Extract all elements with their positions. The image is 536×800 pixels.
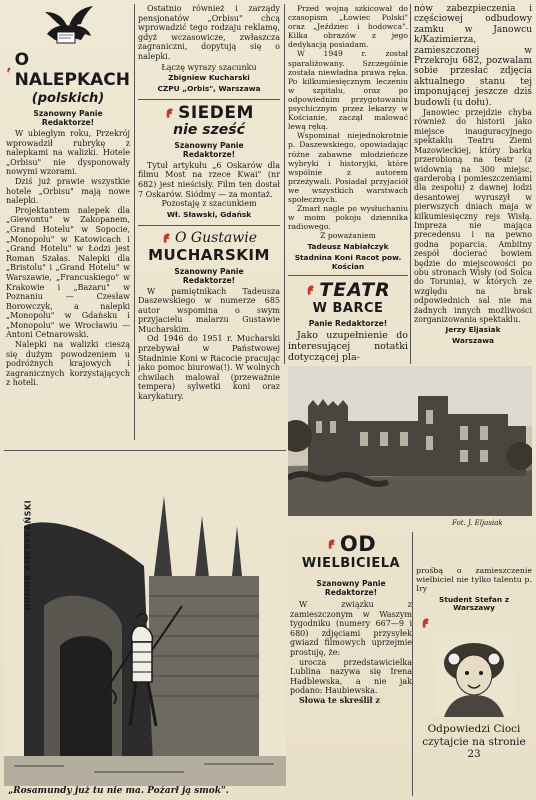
closing-line: Łączę wyrazy szacunku: [161, 62, 257, 72]
cartoon-caption: „Rosamundy już tu nie ma. Pożarł ją smok".: [8, 786, 229, 796]
salutation-siedem: Szanowny Panie Redaktorze!: [174, 140, 244, 159]
article-title-mucharskim: MUCHARSKIM: [148, 245, 270, 264]
paragraph-3: Projektantem nalepek dla „Giewontu" w Zakopanem, „Grand Hotelu" w Sopocie, „Monopolu" w Katowicach i „Grand Hotelu" w Łodzi jest Roman Szałas. Nalepki dla „Bristolu" i „Grand Hotelu" w Warszawie, „Francuskiego" w Krakowie i „Bazaru" w Poznaniu — Czesław Borowczyk, a nalepki „Monopolu" w Gdańsku i „Monopolu" we Wrocławiu — Antoni Cetnarowski.: [6, 205, 130, 340]
pegasus-logo-icon: [33, 4, 103, 48]
section-divider: [138, 225, 280, 226]
paragraph-oskary: Tytuł artykułu „6 Oskarów dla filmu Most na rzece Kwai" (nr 682) jest nieścisły. Film ten dostał 7 Oskarów. Siódmy — za montaż.: [138, 160, 280, 199]
paragraph-zwiazek: W związku z zamieszczonym w Waszym tygodniku (numery 667—9 i 680) zdjęciami przysyłek gwiazd filmowych uprzejmie prostuję, że:: [290, 600, 412, 657]
article-subtitle-nie-szesc: nie sześć: [173, 121, 245, 138]
column-mucharski-teatr: [288, 4, 408, 364]
article-title-o-gustawie: O Gustawie: [174, 229, 258, 246]
paragraph-racot: Od 1946 do 1951 r. Mucharski przebywał w Państwowej Stadninie Koni w Racocie pracując jako pomoc biurowa(!). W wolnych chwilach malował (przeważnie tempera) sylwetki koni oraz karykatury.: [138, 334, 280, 402]
paragraph-pamietniki: W pamiętnikach Tadeusza Daszewskiego w numerze 685 autor wspomina o swym przyjacielu malarzu Gustawie Mucharskim.: [138, 286, 280, 334]
article-title-od: OD: [339, 532, 377, 556]
horse-head-icon: [161, 232, 172, 244]
signature-city-warszawa: Warszawa: [451, 336, 495, 346]
signature-nabialczyk: Tadeusz Nabiałczyk: [307, 241, 389, 251]
salutation-gustaw: Szanowny Panie Redaktorze!: [174, 266, 244, 285]
salutation-o-nalepkach: Szanowny Panie Redaktorze!: [33, 109, 103, 127]
column-divider: [134, 4, 135, 440]
section-divider: [288, 275, 408, 276]
column-divider: [412, 532, 413, 796]
column-janowiec: [414, 4, 532, 364]
paragraph-prosba: prośbą o zamieszczenie wielbiciel nie tylko talentu p. Iry: [416, 566, 532, 594]
paragraph-uzupelnienie: Jako uzupełnienie do interesującej notatki dotyczącej pla-: [288, 330, 408, 364]
signature-org-racot: Stadnina Koni Racot pow. Kościan: [294, 252, 402, 271]
paragraph-wspominal: Wspominał niejednokrotnie p. Daszewskiego, opowiadając różne zabawne młodzieńcze wybryki i historyjki, które wspólnie z autorem przeżywali. Posiadał przyjaciół we wszystkich warstwach społecznych.: [288, 131, 408, 204]
horse-head-icon: [326, 538, 337, 550]
article-title-siedem: SIEDEM: [178, 102, 254, 123]
column-divider: [410, 4, 411, 364]
column-od-wielbiciela: [290, 532, 412, 796]
paragraph-1: W ubiegłym roku, Przekrój wprowadził rubrykę z nalepkami na walizki. Hotele „Orbisu" nie dysponowały nowymi wzorami.: [6, 129, 130, 177]
paragraph-urocza: urocza przedstawicielka Lublina nazywa się Irena Hadblewska, a nie jak podano: Haubiewska.: [290, 657, 412, 696]
castle-ruins-photo: [288, 366, 532, 516]
paragraph-slowa: Słowa te skreślił z: [299, 694, 380, 705]
signature-student: Student Stefan z Warszawy: [439, 594, 509, 613]
cartoon-knight-dragon: [4, 456, 286, 786]
ciocia-portrait: [434, 633, 514, 717]
article-title-o-nalepkach: O NALEPKACH: [14, 50, 130, 90]
paragraph-4: Nalepki na walizki cieszą się dużym powodzeniem u podróżnych krajowych i zagranicznych korzystających z hoteli.: [6, 340, 130, 388]
horse-head-icon: [305, 284, 316, 296]
paragraph-janowiec-plany: nów zabezpieczenia i częściowej odbudowy zamku w Janowcu k/Kazimierza, zamieszczonej w Przekroju 682, pozwalam sobie przesłać zdjęcia aktualnego stanu tej imponującej jeszcze dziś budowli (u dołu).: [414, 4, 532, 108]
article-title-w-barce: W BARCE: [312, 301, 384, 317]
column-wielbiciel-end: [416, 566, 532, 796]
paragraph-orbis-continued: Ostatnio również i zarządy pensjonatów „Orbisu" chcą wprowadzić tego rodzaju reklamę, gdyż wczasowicze, zwłaszcza zagraniczni, dopytują się o nalepki.: [138, 4, 280, 61]
paragraph-teatr-ziemi: Janowiec przejdzie chyba również do historii jako miejsce inauguracyjnego spektaklu Teatru Ziemi Mazowieckiej, który barką przerobioną na teatr (z widownią na 300 miejsc, garderobą i pomieszczeniami dla zespołu) z dawnej łodzi desantowej wyruszył w pierwszych dniach maja w kilkumiesięczny rejs Wisłą. Impreza nie mająca precedensu i na pewno godna poparcia. Ambitny zespół docierać bowiem będzie do miejscowości po obu stronach Wisły (od Solca do Torunia), w których ze względu na brak odpowiednich sal nie ma żadnych innych możliwości zorganizowania spektaklu.: [414, 108, 532, 324]
salutation-od: Szanowny Panie Redaktorze!: [316, 579, 386, 597]
paragraph-czasopisma: Przed wojną szkicował do czasopism „Łowiec Polski" oraz „Jeździec i hodowca". Kilka obrazów z jego dedykacją posiadam.: [288, 4, 408, 50]
column-divider: [284, 4, 285, 364]
closing-line-siedem: Pozostaję z szacunkiem: [161, 199, 257, 209]
closing-line-nabialczyk: Z poważaniem: [320, 231, 376, 241]
section-divider: [4, 450, 286, 451]
horse-head-icon: [420, 617, 431, 629]
signature-org-orbis: CZPU „Orbis", Warszawa: [157, 83, 261, 93]
section-divider: [138, 99, 280, 100]
article-title-teatr: TEATR: [319, 279, 391, 302]
column-siedem-gustaw: [138, 4, 280, 454]
footer-odpowiedzi-cioci: Odpowiedzi Cioci czytajcie na stronie 23: [422, 723, 526, 761]
signature-kucharski: Zbigniew Kucharski: [168, 73, 250, 83]
paragraph-zmarl: Zmarł nagle po wysłuchaniu w moim pokoju dziennika radiowego.: [288, 204, 408, 232]
cartoon-side-label: HUMOR AMERYKAŃSKI: [23, 499, 33, 611]
paragraph-paraliz: W 1949 r. został sparaliżowany. Szczególnie została niewładna prawa ręka. Po kilkumiesięcznym leczeniu w szpitalu, oraz po odpowiednim przygotowaniu psychicznym przez lekarzy w Kościanie, zaczął malować lewą ręką.: [288, 49, 408, 132]
photo-caption: Fot. J. Eljasiak: [452, 519, 503, 527]
signature-slawski: Wł. Sławski, Gdańsk: [166, 209, 252, 219]
horse-head-icon: [6, 64, 12, 76]
horse-head-icon: [164, 107, 175, 119]
article-subtitle-polskich: (polskich): [31, 91, 105, 106]
paragraph-2: Dziś już prawie wszystkie hotele „Orbisu" mają nowe nalepki.: [6, 176, 130, 206]
article-title-wielbiciela: WIELBICIELA: [301, 556, 401, 571]
column-o-nalepkach: [6, 4, 130, 444]
signature-eljasiak: Jerzy Eljasiak: [445, 325, 501, 335]
salutation-teatr: Panie Redaktorze!: [308, 319, 388, 329]
